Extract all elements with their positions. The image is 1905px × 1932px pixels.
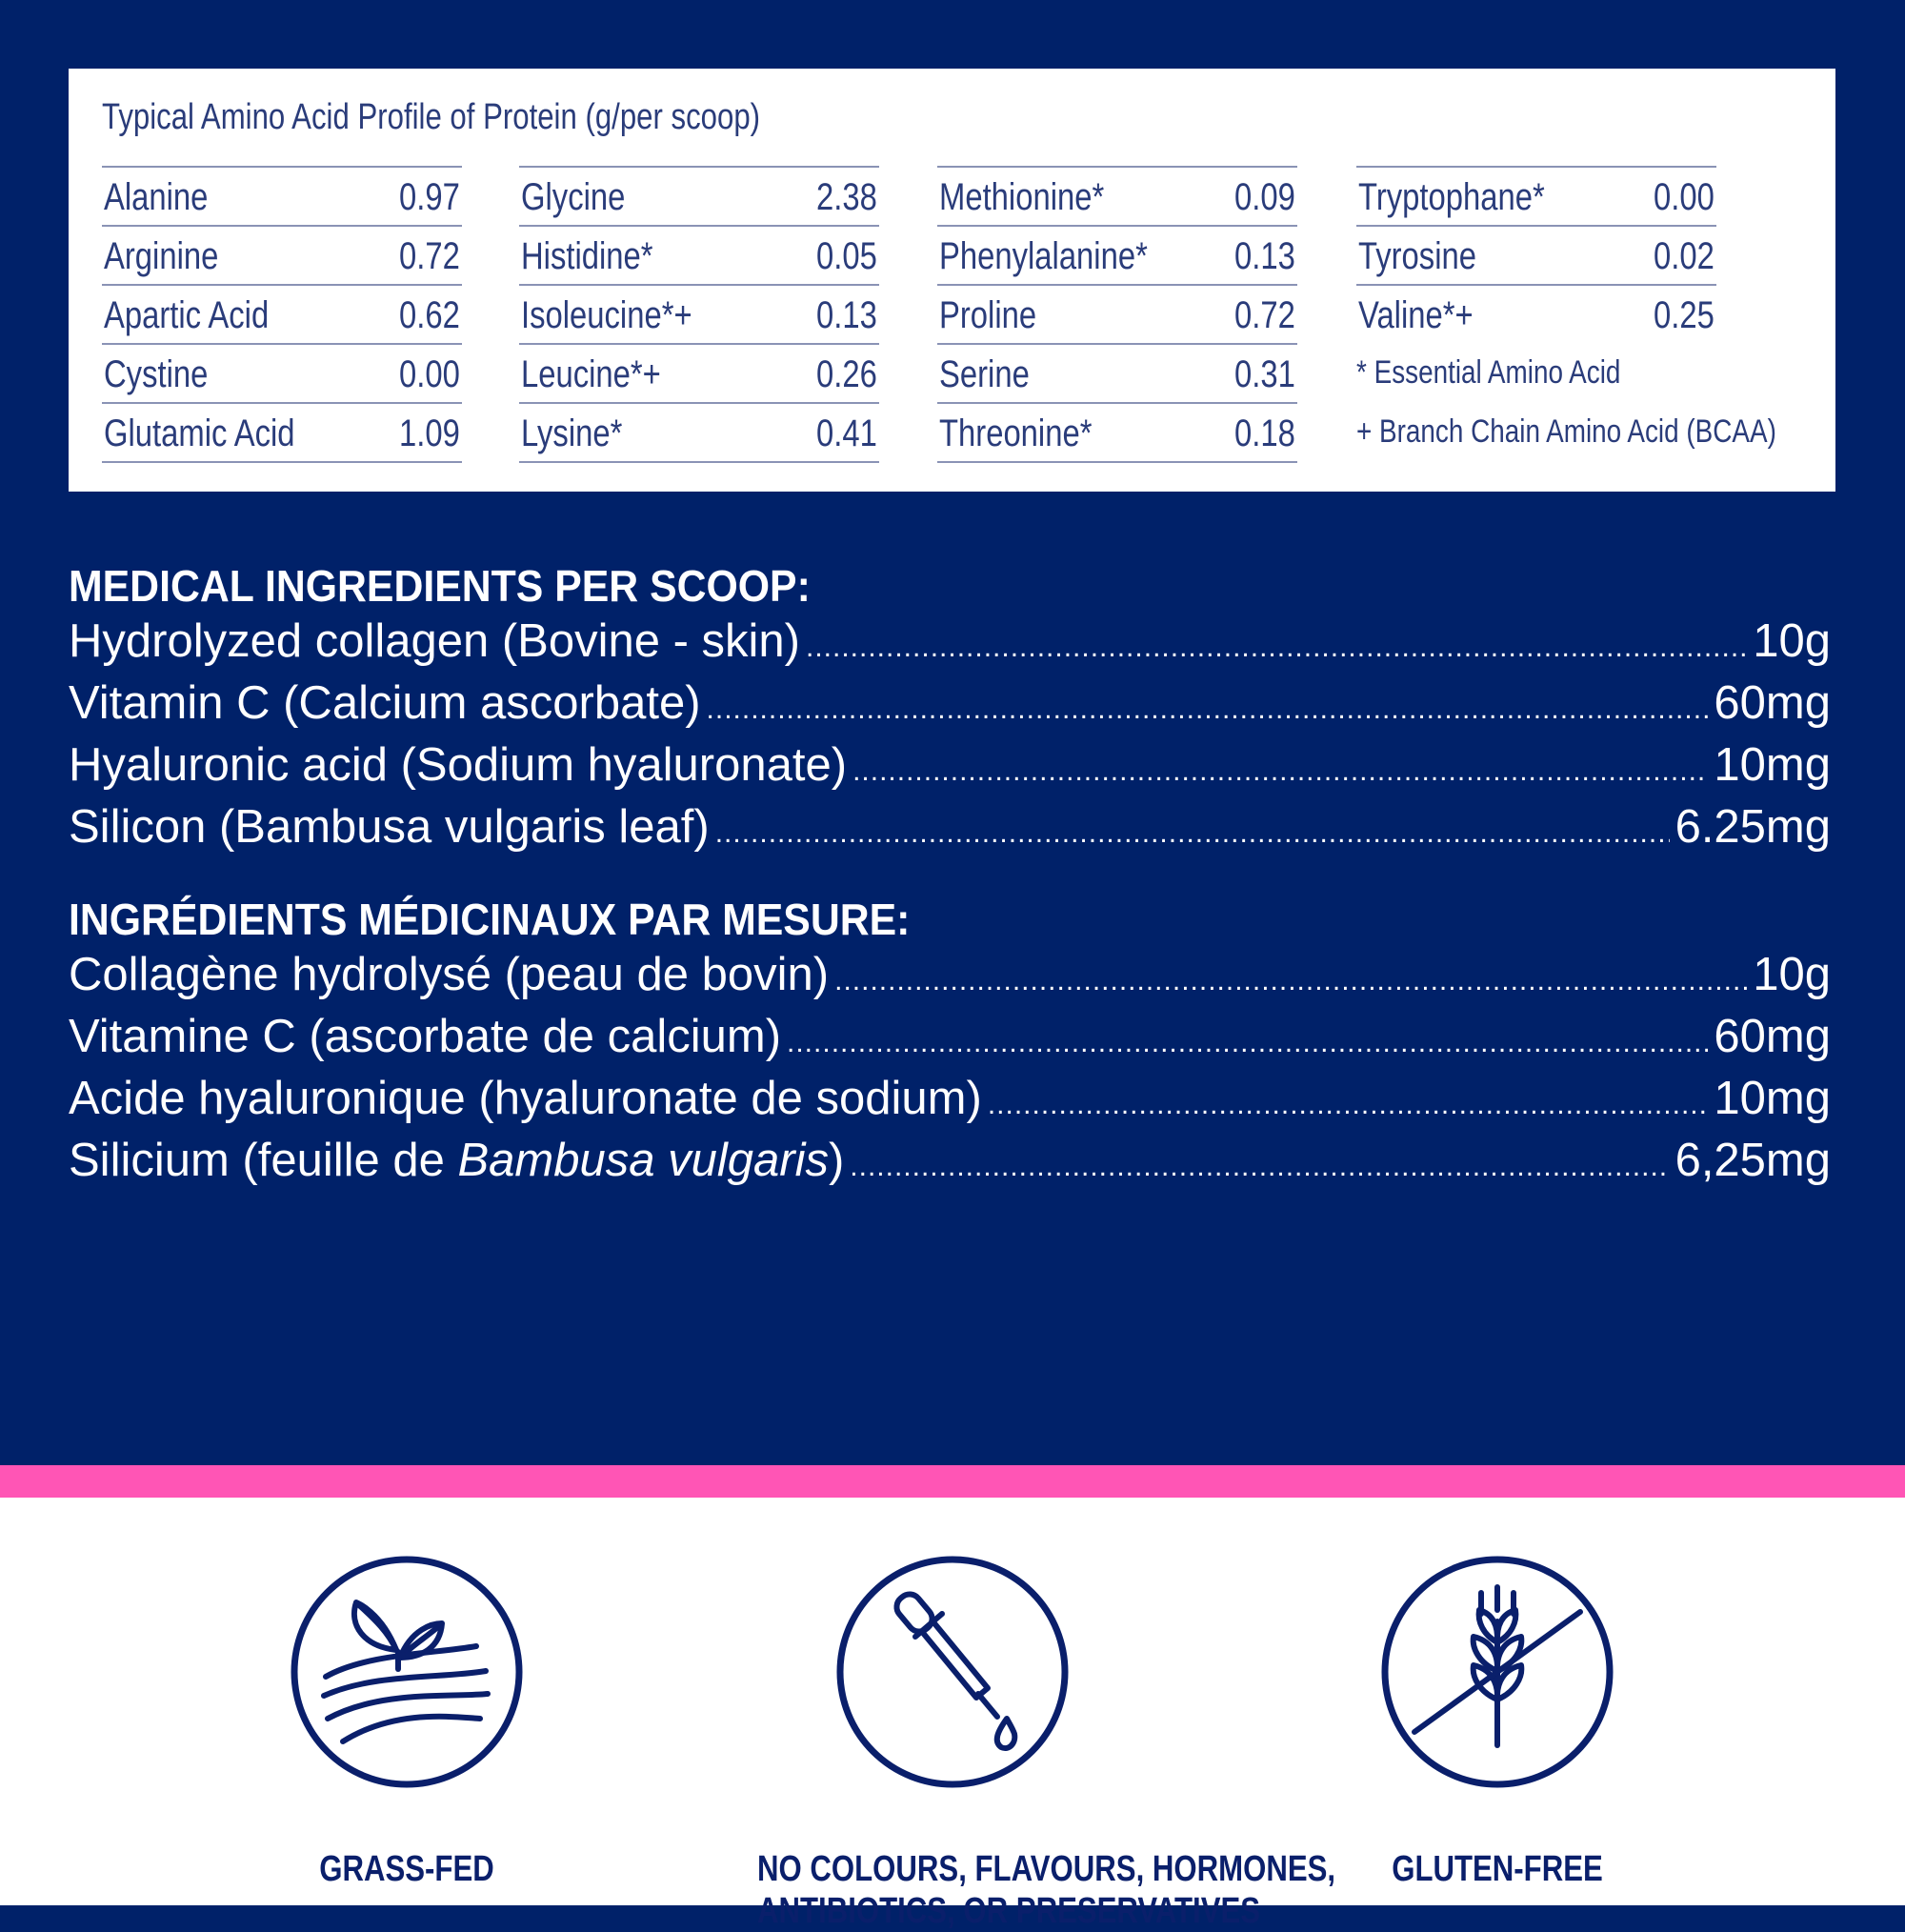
ingredient-amount: 10g <box>1753 615 1831 667</box>
amino-column-2 <box>519 166 879 463</box>
amino-name: Serine <box>939 353 1030 395</box>
amino-row <box>519 343 879 402</box>
amino-name: Methionine* <box>939 176 1105 218</box>
ingredient-line <box>69 799 1831 861</box>
leader-dots <box>834 954 1747 1009</box>
amino-value: 0.05 <box>816 235 877 277</box>
ingredient-line <box>69 1071 1831 1133</box>
ingredients-heading-en: MEDICAL INGREDIENTS PER SCOOP: <box>69 561 811 611</box>
ingredient-line <box>69 947 1831 1009</box>
amino-name: Histidine* <box>521 235 653 277</box>
amino-value: 0.26 <box>816 353 877 395</box>
ingredient-name-latin: Bambusa vulgaris <box>457 1135 829 1186</box>
amino-row <box>1356 284 1716 343</box>
amino-row <box>102 402 462 463</box>
badge-label-line1: NO COLOURS, FLAVOURS, HORMONES, <box>757 1849 1336 1889</box>
feature-badges <box>0 1498 1905 1931</box>
amino-value: 0.41 <box>816 413 877 454</box>
ingredient-name: Hydrolyzed collagen (Bovine - skin) <box>69 615 800 667</box>
badge-no-additives <box>714 1555 1336 1932</box>
amino-row <box>102 284 462 343</box>
ingredient-amount: 6,25mg <box>1674 1135 1831 1186</box>
amino-name: Proline <box>939 294 1037 336</box>
amino-row <box>519 166 879 225</box>
medical-ingredients-fr <box>69 892 1831 1195</box>
amino-value: 0.02 <box>1654 235 1714 277</box>
amino-name: Glutamic Acid <box>104 413 295 454</box>
amino-row <box>937 166 1297 225</box>
amino-value: 0.62 <box>399 294 460 336</box>
leader-dots <box>707 682 1709 737</box>
badge-label-line2: ANTIBIOTICS, OR PRESERVATIVES <box>757 1891 1261 1931</box>
ingredient-amount: 10mg <box>1714 1073 1831 1124</box>
amino-row <box>937 343 1297 402</box>
ingredient-amount: 6.25mg <box>1674 801 1831 853</box>
ingredient-name: Collagène hydrolysé (peau de bovin) <box>69 949 830 1000</box>
amino-table-title: Typical Amino Acid Profile of Protein (g/per scoop) <box>102 97 761 137</box>
amino-column-3 <box>937 166 1297 463</box>
amino-name: Phenylalanine* <box>939 235 1148 277</box>
amino-row <box>1356 166 1716 225</box>
amino-value: 0.31 <box>1234 353 1295 395</box>
amino-name: Tyrosine <box>1358 235 1476 277</box>
badge-grass-fed <box>169 1555 645 1890</box>
ingredient-name <box>69 1133 844 1188</box>
amino-name: Threonine* <box>939 413 1093 454</box>
ingredient-name-suffix: ) <box>828 1135 845 1186</box>
grass-fed-icon <box>290 1555 524 1789</box>
gluten-free-icon <box>1380 1555 1614 1789</box>
ingredient-amount: 10g <box>1753 949 1831 1000</box>
amino-name: Arginine <box>104 235 219 277</box>
ingredient-name: Hyaluronic acid (Sodium hyaluronate) <box>69 739 848 791</box>
amino-value: 0.13 <box>1234 235 1295 277</box>
ingredient-amount: 60mg <box>1714 1011 1831 1062</box>
bcaa-note: + Branch Chain Amino Acid (BCAA) <box>1356 413 1776 450</box>
ingredient-line <box>69 1133 1831 1195</box>
amino-name: Lysine* <box>521 413 623 454</box>
amino-row <box>937 225 1297 284</box>
amino-value: 0.09 <box>1234 176 1295 218</box>
amino-value: 0.00 <box>1654 176 1714 218</box>
leader-dots <box>852 744 1708 799</box>
amino-name: Isoleucine*+ <box>521 294 692 336</box>
amino-value: 0.00 <box>399 353 460 395</box>
ingredient-line <box>69 614 1831 675</box>
amino-row <box>102 343 462 402</box>
amino-column-4 <box>1356 166 1776 450</box>
ingredient-line <box>69 675 1831 737</box>
ingredient-name: Vitamine C (ascorbate de calcium) <box>69 1011 782 1062</box>
leader-dots <box>850 1139 1669 1195</box>
leader-dots <box>988 1077 1709 1133</box>
amino-column-1 <box>102 166 462 463</box>
amino-value: 0.72 <box>1234 294 1295 336</box>
amino-value: 0.13 <box>816 294 877 336</box>
amino-value: 0.25 <box>1654 294 1714 336</box>
amino-row <box>102 225 462 284</box>
ingredient-amount: 60mg <box>1714 677 1831 729</box>
amino-name: Cystine <box>104 353 209 395</box>
amino-row <box>937 284 1297 343</box>
ingredient-name: Acide hyaluronique (hyaluronate de sodium) <box>69 1073 982 1124</box>
leader-dots <box>715 806 1670 861</box>
amino-row <box>937 402 1297 463</box>
essential-amino-note: * Essential Amino Acid <box>1356 354 1621 391</box>
amino-value: 0.97 <box>399 176 460 218</box>
amino-value: 1.09 <box>399 413 460 454</box>
badge-label: GRASS-FED <box>319 1849 494 1889</box>
amino-name: Alanine <box>104 176 209 218</box>
amino-value: 2.38 <box>816 176 877 218</box>
amino-name: Glycine <box>521 176 626 218</box>
ingredient-name-prefix: Silicium (feuille de <box>69 1135 458 1186</box>
amino-acid-profile-card <box>69 69 1835 492</box>
amino-name: Valine*+ <box>1358 294 1474 336</box>
badge-gluten-free <box>1259 1555 1735 1890</box>
ingredient-line <box>69 1009 1831 1071</box>
leader-dots <box>806 620 1747 675</box>
amino-row <box>519 402 879 463</box>
amino-value: 0.72 <box>399 235 460 277</box>
ingredients-heading-fr: INGRÉDIENTS MÉDICINAUX PAR MESURE: <box>69 895 911 944</box>
amino-name: Apartic Acid <box>104 294 270 336</box>
ingredient-line <box>69 737 1831 799</box>
leader-dots <box>787 1016 1708 1071</box>
medical-ingredients-en <box>69 558 1831 861</box>
amino-value: 0.18 <box>1234 413 1295 454</box>
ingredient-amount: 10mg <box>1714 739 1831 791</box>
ingredient-name: Vitamin C (Calcium ascorbate) <box>69 677 701 729</box>
amino-row <box>1356 225 1716 284</box>
dropper-icon <box>835 1555 1070 1789</box>
ingredient-name: Silicon (Bambusa vulgaris leaf) <box>69 801 710 853</box>
amino-name: Leucine*+ <box>521 353 661 395</box>
pink-divider-stripe <box>0 1465 1905 1498</box>
badge-label: GLUTEN-FREE <box>1392 1849 1603 1889</box>
amino-row <box>519 284 879 343</box>
amino-row <box>102 166 462 225</box>
amino-row <box>519 225 879 284</box>
amino-name: Tryptophane* <box>1358 176 1545 218</box>
